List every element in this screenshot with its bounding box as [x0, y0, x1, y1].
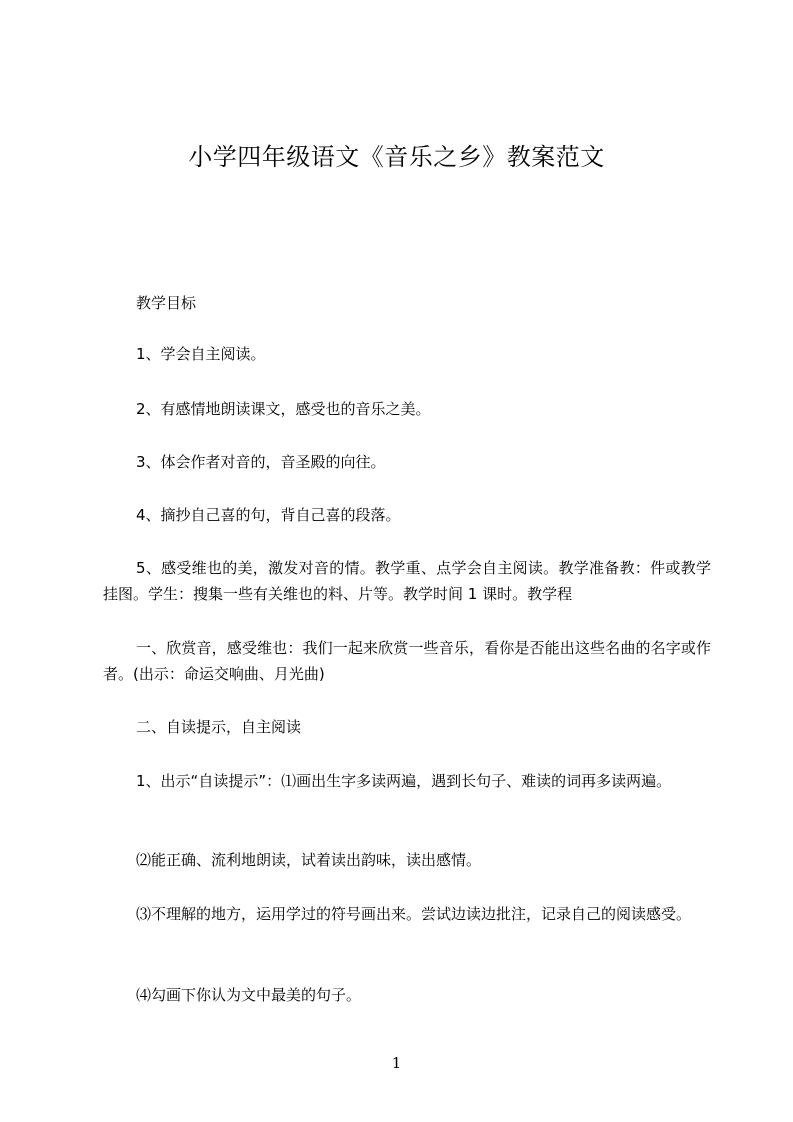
paragraph-reading-tip-2: ⑵能正确、流利地朗读，试着读出韵味，读出感情。 — [136, 851, 482, 869]
document-title: 小学四年级语文《音乐之乡》教案范文 — [188, 143, 605, 171]
paragraph-goal-5: 5、感受维也的美，激发对音的情。教学重、点学会自主阅读。教学准备教：件或教学挂图。学生：搜集一些有关维也的料、片等。教学时间 1 课时。教学程 — [103, 559, 711, 603]
paragraph-goal-2: 2、有感情地朗读课文，感受也的音乐之美。 — [136, 400, 431, 418]
paragraph-goal-1: 1、学会自主阅读。 — [136, 345, 266, 363]
paragraph-goal-3: 3、体会作者对音的，音圣殿的向往。 — [136, 453, 386, 471]
paragraph-section-2-heading: 二、自读提示，自主阅读 — [136, 718, 302, 736]
paragraph-reading-tip-4: ⑷勾画下你认为文中最美的句子。 — [136, 986, 362, 1004]
paragraph-reading-tip-3: ⑶不理解的地方，运用学过的符号画出来。尝试边读边批注，记录自己的阅读感受。 — [136, 905, 692, 923]
paragraph-goal-4: 4、摘抄自己喜的句，背自己喜的段落。 — [136, 506, 401, 524]
paragraph-teaching-goals-heading: 教学目标 — [136, 294, 197, 312]
paragraph-section-1: 一、欣赏音，感受维也：我们一起来欣赏一些音乐，看你是否能出这些名曲的名字或作者。(出示：命运交响曲、月光曲) — [103, 639, 711, 683]
page-number: 1 — [391, 1054, 402, 1072]
paragraph-reading-tip-1: 1、出示“自读提示”：⑴画出生字多读两遍，遇到长句子、难读的词再多读两遍。 — [136, 772, 672, 790]
